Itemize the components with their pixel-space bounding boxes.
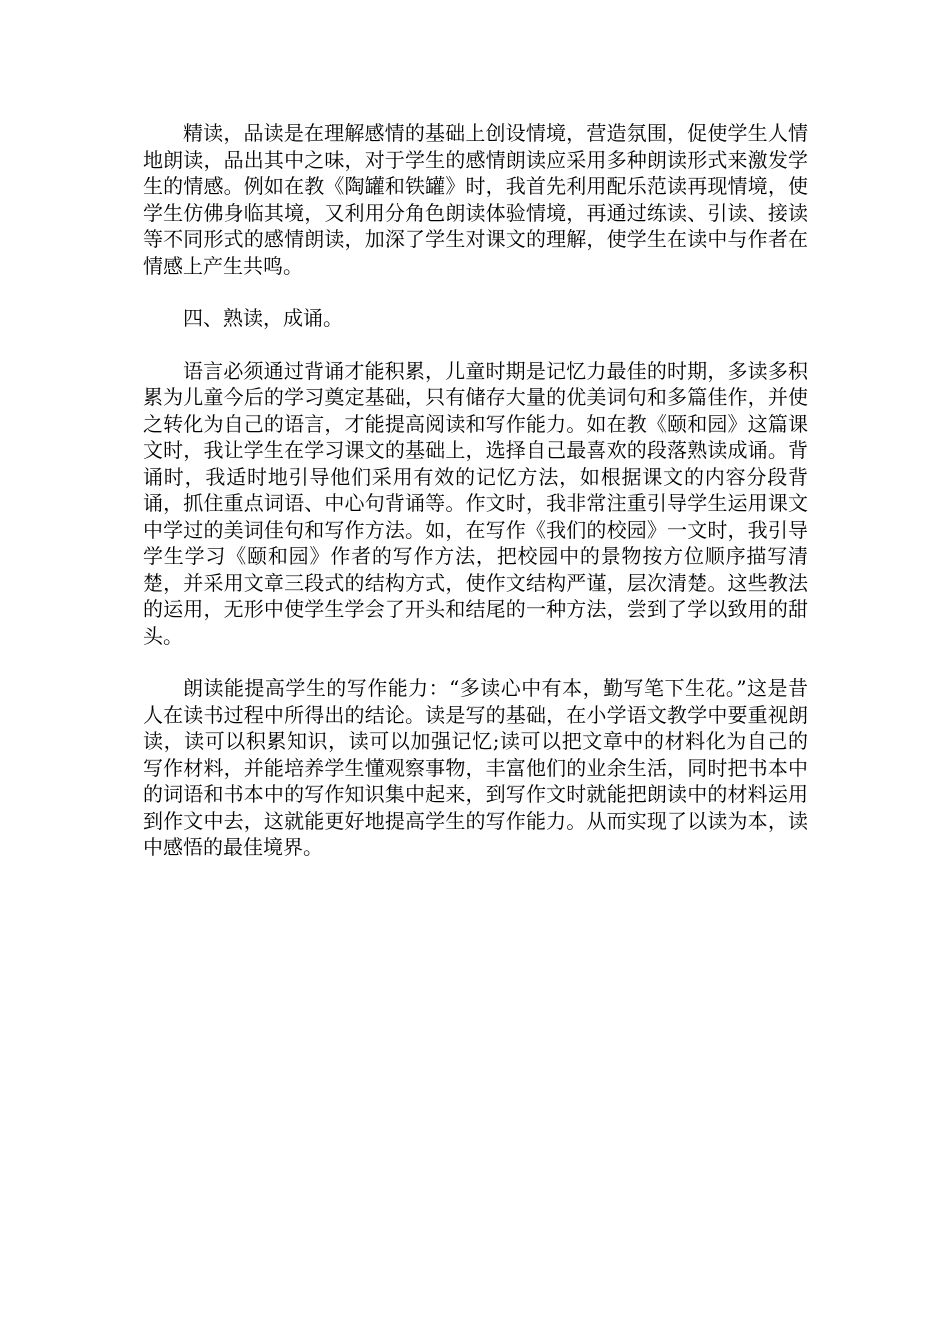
section-heading-recite: 四、熟读，成诵。: [183, 306, 343, 330]
paragraph-writing-ability: 朗读能提高学生的写作能力：“多读心中有本，勤写笔下生花。”这是昔人在读书过程中所得出的结论。读是写的基础，在小学语文教学中要重视朗读，读可以积累知识，读可以加强记忆;读可以把文章中的材料化为自己的写作材料，并能培养学生懂观察事物，丰富他们的业余生活，同时把书本中的词语和书本中的写作知识集中起来，到写作文时就能把朗读中的材料运用到作文中去，这就能更好地提高学生的写作能力。从而实现了以读为本，读中感悟的最佳境界。: [143, 676, 808, 859]
document-page: [143, 120, 808, 887]
paragraph-recitation: 语言必须通过背诵才能积累，儿童时期是记忆力最佳的时期，多读多积累为儿童今后的学习奠定基础，只有储存大量的优美词句和多篇佳作，并使之转化为自己的语言，才能提高阅读和写作能力。如在教《颐和园》这篇课文时，我让学生在学习课文的基础上，选择自己最喜欢的段落熟读成诵。背诵时，我适时地引导他们采用有效的记忆方法，如根据课文的内容分段背诵，抓住重点词语、中心句背诵等。作文时，我非常注重引导学生运用课文中学过的美词佳句和写作方法。如，在写作《我们的校园》一文时，我引导学生学习《颐和园》作者的写作方法，把校园中的景物按方位顺序描写清楚，并采用文章三段式的结构方式，使作文结构严谨，层次清楚。这些教法的运用，无形中使学生学会了开头和结尾的一种方法，尝到了学以致用的甜头。: [143, 358, 808, 648]
paragraph-intensive-reading: 精读，品读是在理解感情的基础上创设情境，营造氛围，促使学生人情地朗读，品出其中之味，对于学生的感情朗读应采用多种朗读形式来激发学生的情感。例如在教《陶罐和铁罐》时，我首先利用配乐范读再现情境，使学生仿佛身临其境，又利用分角色朗读体验情境，再通过练读、引读、接读等不同形式的感情朗读，加深了学生对课文的理解，使学生在读中与作者在情感上产生共鸣。: [143, 121, 808, 278]
